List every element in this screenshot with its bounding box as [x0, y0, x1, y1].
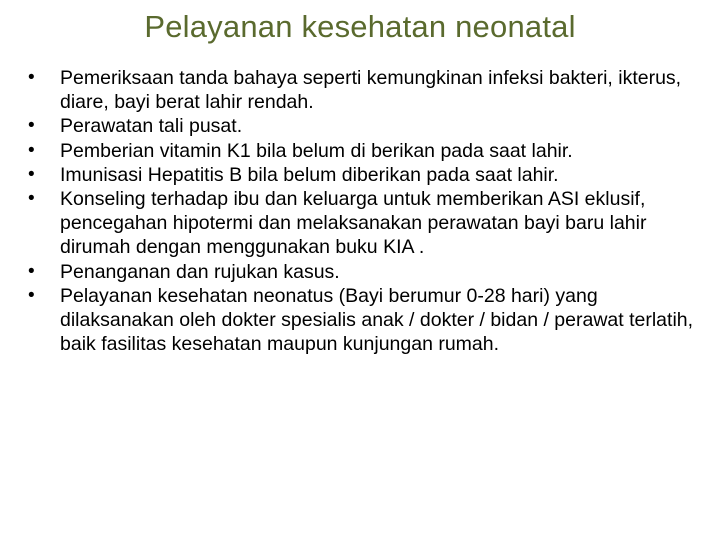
bullet-item-1: [28, 66, 700, 114]
bullet-text-4: Imunisasi Hepatitis B bila belum diberikan pada saat lahir.: [60, 163, 559, 186]
bullet-text-5: Konseling terhadap ibu dan keluarga untuk memberikan ASI eklusif, pencegahan hipotermi dan melaksanakan perawatan bayi baru lahir dirumah dengan menggunakan buku KIA .: [60, 188, 647, 259]
bullet-item-2: [28, 114, 700, 138]
bullet-icon: •: [28, 188, 35, 210]
bullet-text-7: Pelayanan kesehatan neonatus (Bayi berumur 0-28 hari) yang dilaksanakan oleh dokter spesialis anak / dokter / bidan / perawat terlatih, baik fasilitas kesehatan maupun kunjungan rumah.: [60, 284, 694, 356]
bullet-text-2: Perawatan tali pusat.: [60, 115, 243, 138]
bullet-item-7: [28, 284, 700, 357]
bullet-icon: •: [28, 260, 35, 282]
bullet-item-3: [28, 139, 700, 163]
bullet-text-3: Pemberian vitamin K1 bila belum di berikan pada saat lahir.: [60, 139, 573, 162]
slide-title: Pelayanan kesehatan neonatal: [144, 9, 576, 44]
bullet-item-5: [28, 187, 700, 260]
bullet-text-1: Pemeriksaan tanda bahaya seperti kemungkinan infeksi bakteri, ikterus, diare, bayi berat lahir rendah.: [60, 67, 682, 114]
bullet-icon: •: [28, 284, 35, 306]
bullet-item-6: [28, 260, 700, 284]
bullet-text-6: Penanganan dan rujukan kasus.: [60, 260, 340, 283]
bullet-icon: •: [28, 115, 35, 137]
bullet-icon: •: [28, 139, 35, 161]
bullet-icon: •: [28, 163, 35, 185]
bullet-item-4: [28, 163, 700, 187]
bullet-icon: •: [28, 67, 35, 88]
bullet-list: [28, 66, 700, 356]
